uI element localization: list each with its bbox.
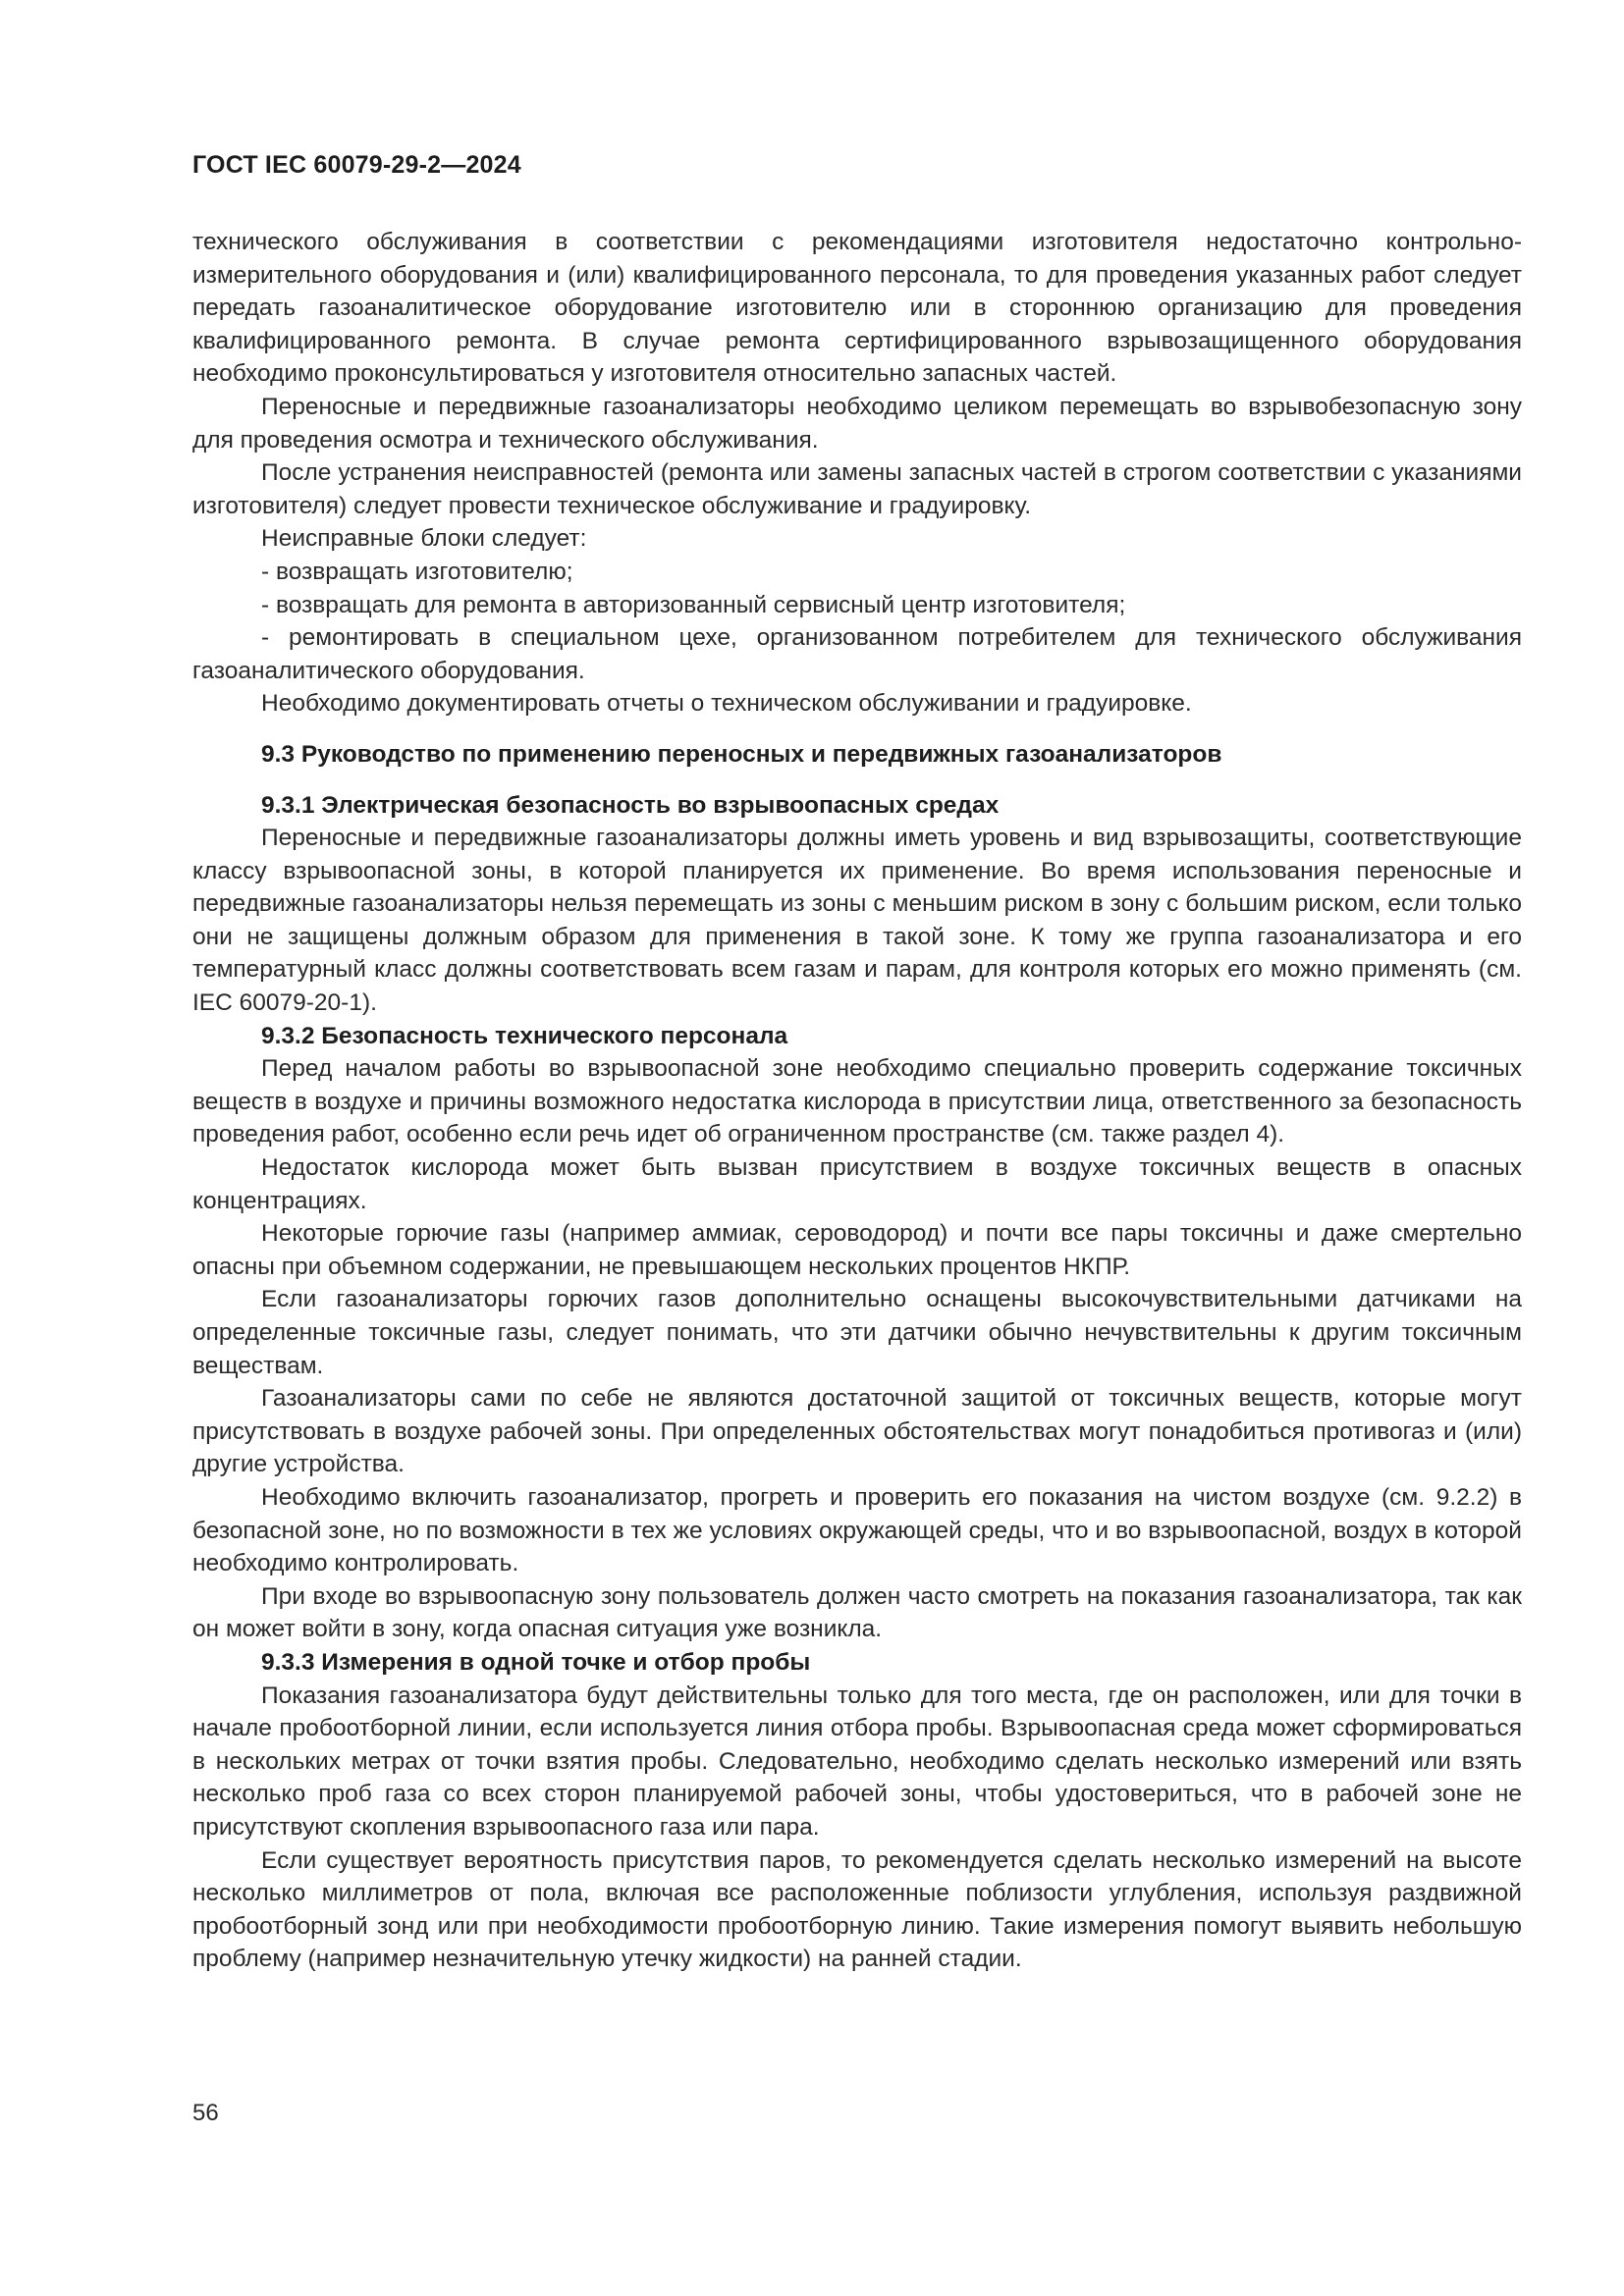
paragraph: Необходимо включить газоанализатор, прогреть и проверить его показания на чистом воздухе (см. 9.2.2) в безопасной зоне, но по возможности в тех же условиях окружающей среды, что и во взрывоопасной, воздух в которой необходимо контролировать. xyxy=(192,1483,1522,1577)
paragraph: Показания газоанализатора будут действительны только для того места, где он расположен, или для точки в начале пробоотборной линии, если используется линия отбора пробы. Взрывоопасная среда может сформироваться в нескольких метрах от точки взятия пробы. Следовательно, необходимо сделать несколько измерений или взять несколько проб газа со всех сторон планируемой рабочей зоны, чтобы удостовериться, что в рабочей зоне не присутствуют скопления взрывоопасного газа или пара. xyxy=(192,1682,1522,1841)
document-body xyxy=(192,226,1522,1976)
list-item: - возвращать изготовителю; xyxy=(261,558,573,585)
list-item: - возвращать для ремонта в авторизованный сервисный центр изготовителя; xyxy=(261,591,1126,618)
paragraph: Переносные и передвижные газоанализаторы необходимо целиком перемещать во взрывобезопасную зону для проведения осмотра и технического обслуживания. xyxy=(192,393,1522,454)
list-item: - ремонтировать в специальном цехе, организованном потребителем для технического обслуживания газоаналитического оборудования. xyxy=(192,624,1522,684)
paragraph: Газоанализаторы сами по себе не являются достаточной защитой от токсичных веществ, которые могут присутствовать в воздухе рабочей зоны. При определенных обстоятельствах могут понадобиться противогаз и (или) другие устройства. xyxy=(192,1385,1522,1478)
document-page xyxy=(192,0,1522,2296)
paragraph: Некоторые горючие газы (например аммиак, сероводород) и почти все пары токсичны и даже смертельно опасны при объемном содержании, не превышающем нескольких процентов НКПР. xyxy=(192,1220,1522,1280)
section-heading-9-3-3: 9.3.3 Измерения в одной точке и отбор пробы xyxy=(261,1648,811,1676)
paragraph: Необходимо документировать отчеты о техническом обслуживании и градуировке. xyxy=(261,690,1192,718)
paragraph: Если газоанализаторы горючих газов дополнительно оснащены высокочувствительными датчиками на определенные токсичные газы, следует понимать, что эти датчики обычно нечувствительны к другим токсичным веществам. xyxy=(192,1286,1522,1379)
standard-header: ГОСТ IEC 60079-29-2—2024 xyxy=(192,151,521,179)
paragraph: Перед началом работы во взрывоопасной зоне необходимо специально проверить содержание токсичных веществ в воздухе и причины возможного недостатка кислорода в присутствии лица, ответственного за безопасность проведения работ, особенно если речь идет об ограниченном пространстве (см. также раздел 4). xyxy=(192,1055,1522,1148)
page-number: 56 xyxy=(192,2100,219,2126)
paragraph: Неисправные блоки следует: xyxy=(261,525,587,553)
section-heading-9-3: 9.3 Руководство по применению переносных и передвижных газоанализаторов xyxy=(261,740,1222,768)
paragraph: При входе во взрывоопасную зону пользователь должен часто смотреть на показания газоанализатора, так как он может войти в зону, когда опасная ситуация уже возникла. xyxy=(192,1582,1522,1643)
paragraph: Недостаток кислорода может быть вызван присутствием в воздухе токсичных веществ в опасных концентрациях. xyxy=(192,1154,1522,1214)
paragraph-continuation: технического обслуживания в соответствии с рекомендациями изготовителя недостаточно контрольно-измерительного оборудования и (или) квалифицированного персонала, то для проведения указанных работ следует передать газоаналитическое оборудование изготовителю или в стороннюю организацию для проведения квалифицированного ремонта. В случае ремонта сертифицированного взрывозащищенного оборудования необходимо проконсультироваться у изготовителя относительно запасных частей. xyxy=(192,229,1522,388)
section-heading-9-3-2: 9.3.2 Безопасность технического персонала xyxy=(261,1022,788,1049)
paragraph: Если существует вероятность присутствия паров, то рекомендуется сделать несколько измерений на высоте несколько миллиметров от пола, включая все расположенные поблизости углубления, используя раздвижной пробоотборный зонд или при необходимости пробоотборную линию. Такие измерения помогут выявить небольшую проблему (например незначительную утечку жидкости) на ранней стадии. xyxy=(192,1846,1522,1973)
paragraph: Переносные и передвижные газоанализаторы должны иметь уровень и вид взрывозащиты, соответствующие классу взрывоопасной зоны, в которой планируется их применение. Во время использования переносные и передвижные газоанализаторы нельзя перемещать из зоны с меньшим риском в зону с большим риском, если только они не защищены должным образом для применения в такой зоне. К тому же группа газоанализатора и его температурный класс должны соответствовать всем газам и парам, для контроля которых его можно применять (см. IEC 60079-20-1). xyxy=(192,825,1522,1017)
section-heading-9-3-1: 9.3.1 Электрическая безопасность во взрывоопасных средах xyxy=(261,791,1000,819)
paragraph: После устранения неисправностей (ремонта или замены запасных частей в строгом соответствии с указаниями изготовителя) следует провести техническое обслуживание и градуировку. xyxy=(192,459,1522,519)
